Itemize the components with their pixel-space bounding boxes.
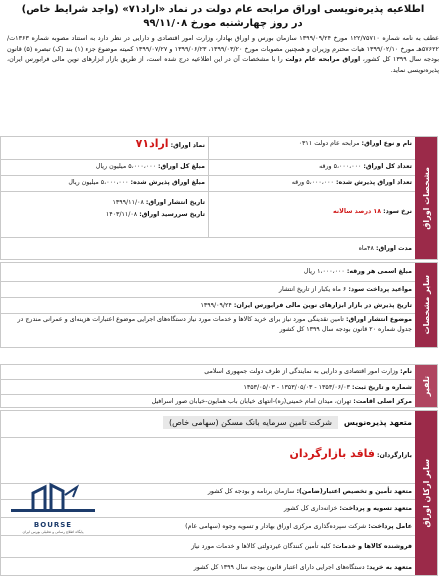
- logo-name: BOURSE: [33, 521, 73, 529]
- issuer-section: [0, 364, 438, 408]
- intro-emphasis: اوراق مرابحه عام دولت: [285, 55, 361, 64]
- spec-section: [0, 136, 438, 260]
- count-value: ۵،۰۰۰،۰۰۰ ورقه: [319, 163, 362, 170]
- issue-date-label: تاریخ انتشار اوراق:: [145, 199, 205, 206]
- settlement-value: خزانه‌داری کل کشور: [283, 505, 338, 512]
- issuer-name-label: نام:: [400, 368, 412, 375]
- intro-paragraph: [4, 31, 442, 135]
- bourse-logo: [3, 481, 103, 537]
- buyer-label: متعهد به خرید:: [366, 564, 412, 571]
- issuer-name-value: وزارت امور اقتصادی و دارایی به نمایندگی از طرف دولت جمهوری اسلامی: [204, 368, 399, 375]
- agent-value: شرکت سپرده‌گذاری مرکزی اوراق بهادار و تسویه وجوه (سهامی عام): [185, 523, 367, 530]
- market-maker-value: فاقد بازارگردان: [289, 447, 375, 460]
- symbol-value: اراد۷۱: [135, 137, 169, 150]
- payment-value: ۶ ماه یکبار از تاریخ انتشار: [278, 286, 347, 293]
- amount-label: مبلغ کل اوراق:: [157, 163, 205, 170]
- issuer-addr-label: مرکز اصلی اقامت:: [353, 398, 412, 405]
- seller-value: کلیه تأمین کنندگان غیردولتی کالاها و خدمات مورد نیاز: [191, 543, 331, 550]
- announcement: [4, 3, 442, 135]
- term-value: ۴۸ماه: [358, 245, 374, 252]
- other-section: [0, 262, 438, 348]
- buyer-value: دستگاه‌های اجرایی دارای اعتبار قانون بودجه سال ۱۳۹۹ کل کشور: [193, 564, 365, 571]
- settlement-label: متعهد تسویه و پرداخت:: [339, 505, 412, 512]
- issuer-reg-value: ۱۳۵۳/۰۶/۰۳ - ۱۳۵۳/۰۵/۰۳ - ۱۳۵۳/۰۵/۰۳: [243, 384, 350, 391]
- maturity-label: تاریخ سررسید اوراق:: [139, 211, 205, 218]
- pillars-side-label: سایر ارکان اوراق: [415, 411, 437, 575]
- issuer-addr-value: تهران، میدان امام خمینی(ره)-انتهای خیابان باب همایون-خیابان صور اسرافیل: [151, 398, 352, 405]
- header: [4, 3, 442, 31]
- accepted-count-value: ۵،۰۰۰،۰۰۰ ورقه: [291, 179, 334, 186]
- funding-value: سازمان برنامه و بودجه کل کشور: [207, 488, 295, 495]
- accept-date-label: تاریخ پذیرش در بازار ابزارهای نوین مالی فرابورس ایران:: [233, 302, 412, 309]
- seller-label: فروشنده کالاها و خدمات:: [332, 543, 412, 550]
- accepted-amount-value: ۵،۰۰۰،۰۰۰ میلیون ریال: [68, 179, 129, 186]
- bourse-logo-icon: [3, 481, 103, 521]
- intro-text-2: را با مشخصات آن در این اطلاعیه درج شده است، از طریق بازار ابزارهای نوین مالی فرابورس ایران، پذیره‌نویسی نماید.: [7, 55, 439, 74]
- underwriter-label: متعهد پذیره‌نویس: [343, 418, 412, 427]
- funding-label: متعهد تأمین و تخصیص اعتبار(ضامن):: [296, 488, 412, 495]
- subject-label: موضوع انتشار اوراق:: [345, 316, 412, 323]
- accepted-amount-label: مبلغ اوراق پذیرش شده:: [130, 179, 205, 186]
- underwriter-value: شرکت تامین سرمایه بانک مسکن (سهامی خاص): [163, 416, 338, 429]
- name-label: نام و نوع اوراق:: [361, 140, 412, 147]
- nominal-value: ۱،۰۰۰،۰۰۰ ریال: [303, 268, 345, 275]
- issue-date-value: ۱۳۹۹/۱۱/۰۸: [112, 199, 144, 206]
- other-side-label: سایر مشخصات: [415, 263, 437, 347]
- term-label: مدت اوراق:: [375, 245, 412, 252]
- page-title: اطلاعیه پذیره‌نویسی اوراق مرابحه عام دولت در نماد «اراد۷۱» (واجد شرایط خاص): [21, 4, 425, 15]
- name-value: مرابحه عام دولت ۰۳۱۱: [298, 140, 360, 147]
- nominal-label: مبلغ اسمی هر ورقه:: [346, 268, 412, 275]
- market-maker-label: بازارگردان:: [377, 452, 412, 459]
- issuer-reg-label: شماره و تاریخ ثبت:: [352, 384, 412, 391]
- logo-tagline: پایگاه اطلاع رسانی و تحلیلی بورس ایران: [22, 530, 84, 534]
- rate-value: ۱۸ درصد سالانه: [332, 208, 382, 215]
- rate-label: نرخ سود:: [383, 208, 412, 215]
- intro-text: عطف به نامه شماره ۱۲۲/۷۵۷۱۰ مورخ ۱۳۹۹/۰۹/۲۴ سازمان بورس و اوراق بهادار، وزارت امور اقتصادی و دارایی در نظر دارد به استناد مصوبه شماره ۱۳۶۳ت/۵۷۶۲۲هـ مورخ ۱۳۹۹/۰۲/۱۰ هیات محترم وزیران و همچنین مصوبات مورخ ۱۳۹۹/۰۳/۲۰، ۱۳۹۹/۰۶/۲۳ و ۱۳۹۹/۰۷/۲۷ کمیته موضوع جزء (۱) بند (ک) تبصره (۵) قانون بودجه سال ۱۳۹۹ کل کشور،: [7, 34, 439, 64]
- amount-value: ۵،۰۰۰،۰۰۰ میلیون ریال: [95, 163, 156, 170]
- agent-label: عامل پرداخت:: [368, 523, 412, 530]
- spec-side-label: مشخصات اوراق: [415, 137, 437, 259]
- symbol-label: نماد اوراق:: [170, 142, 205, 149]
- issuer-side-label: تلفیر: [415, 365, 437, 407]
- pillars-section: [0, 410, 438, 576]
- payment-label: مواعید پرداخت سود:: [348, 286, 412, 293]
- accept-date-value: ۱۳۹۹/۰۹/۲۴: [200, 302, 232, 309]
- maturity-value: ۱۴۰۳/۱۱/۰۸: [105, 211, 138, 218]
- subject-value: تامین نقدینگی مورد نیاز برای خرید کالاها و خدمات مورد نیاز دستگاه‌های اجرایی موضوع اعتبارات هزینه‌ای و عمرانی مندرج در جدول شماره ۲۰ قانون بودجه سال ۱۳۹۹ کل کشور: [17, 316, 412, 333]
- accepted-count-label: تعداد اوراق پذیرش شده:: [335, 179, 412, 186]
- count-label: تعداد کل اوراق:: [363, 163, 412, 170]
- page-date: در روز چهارشنبه مورخ ۹۹/۱۱/۰۸: [143, 18, 303, 29]
